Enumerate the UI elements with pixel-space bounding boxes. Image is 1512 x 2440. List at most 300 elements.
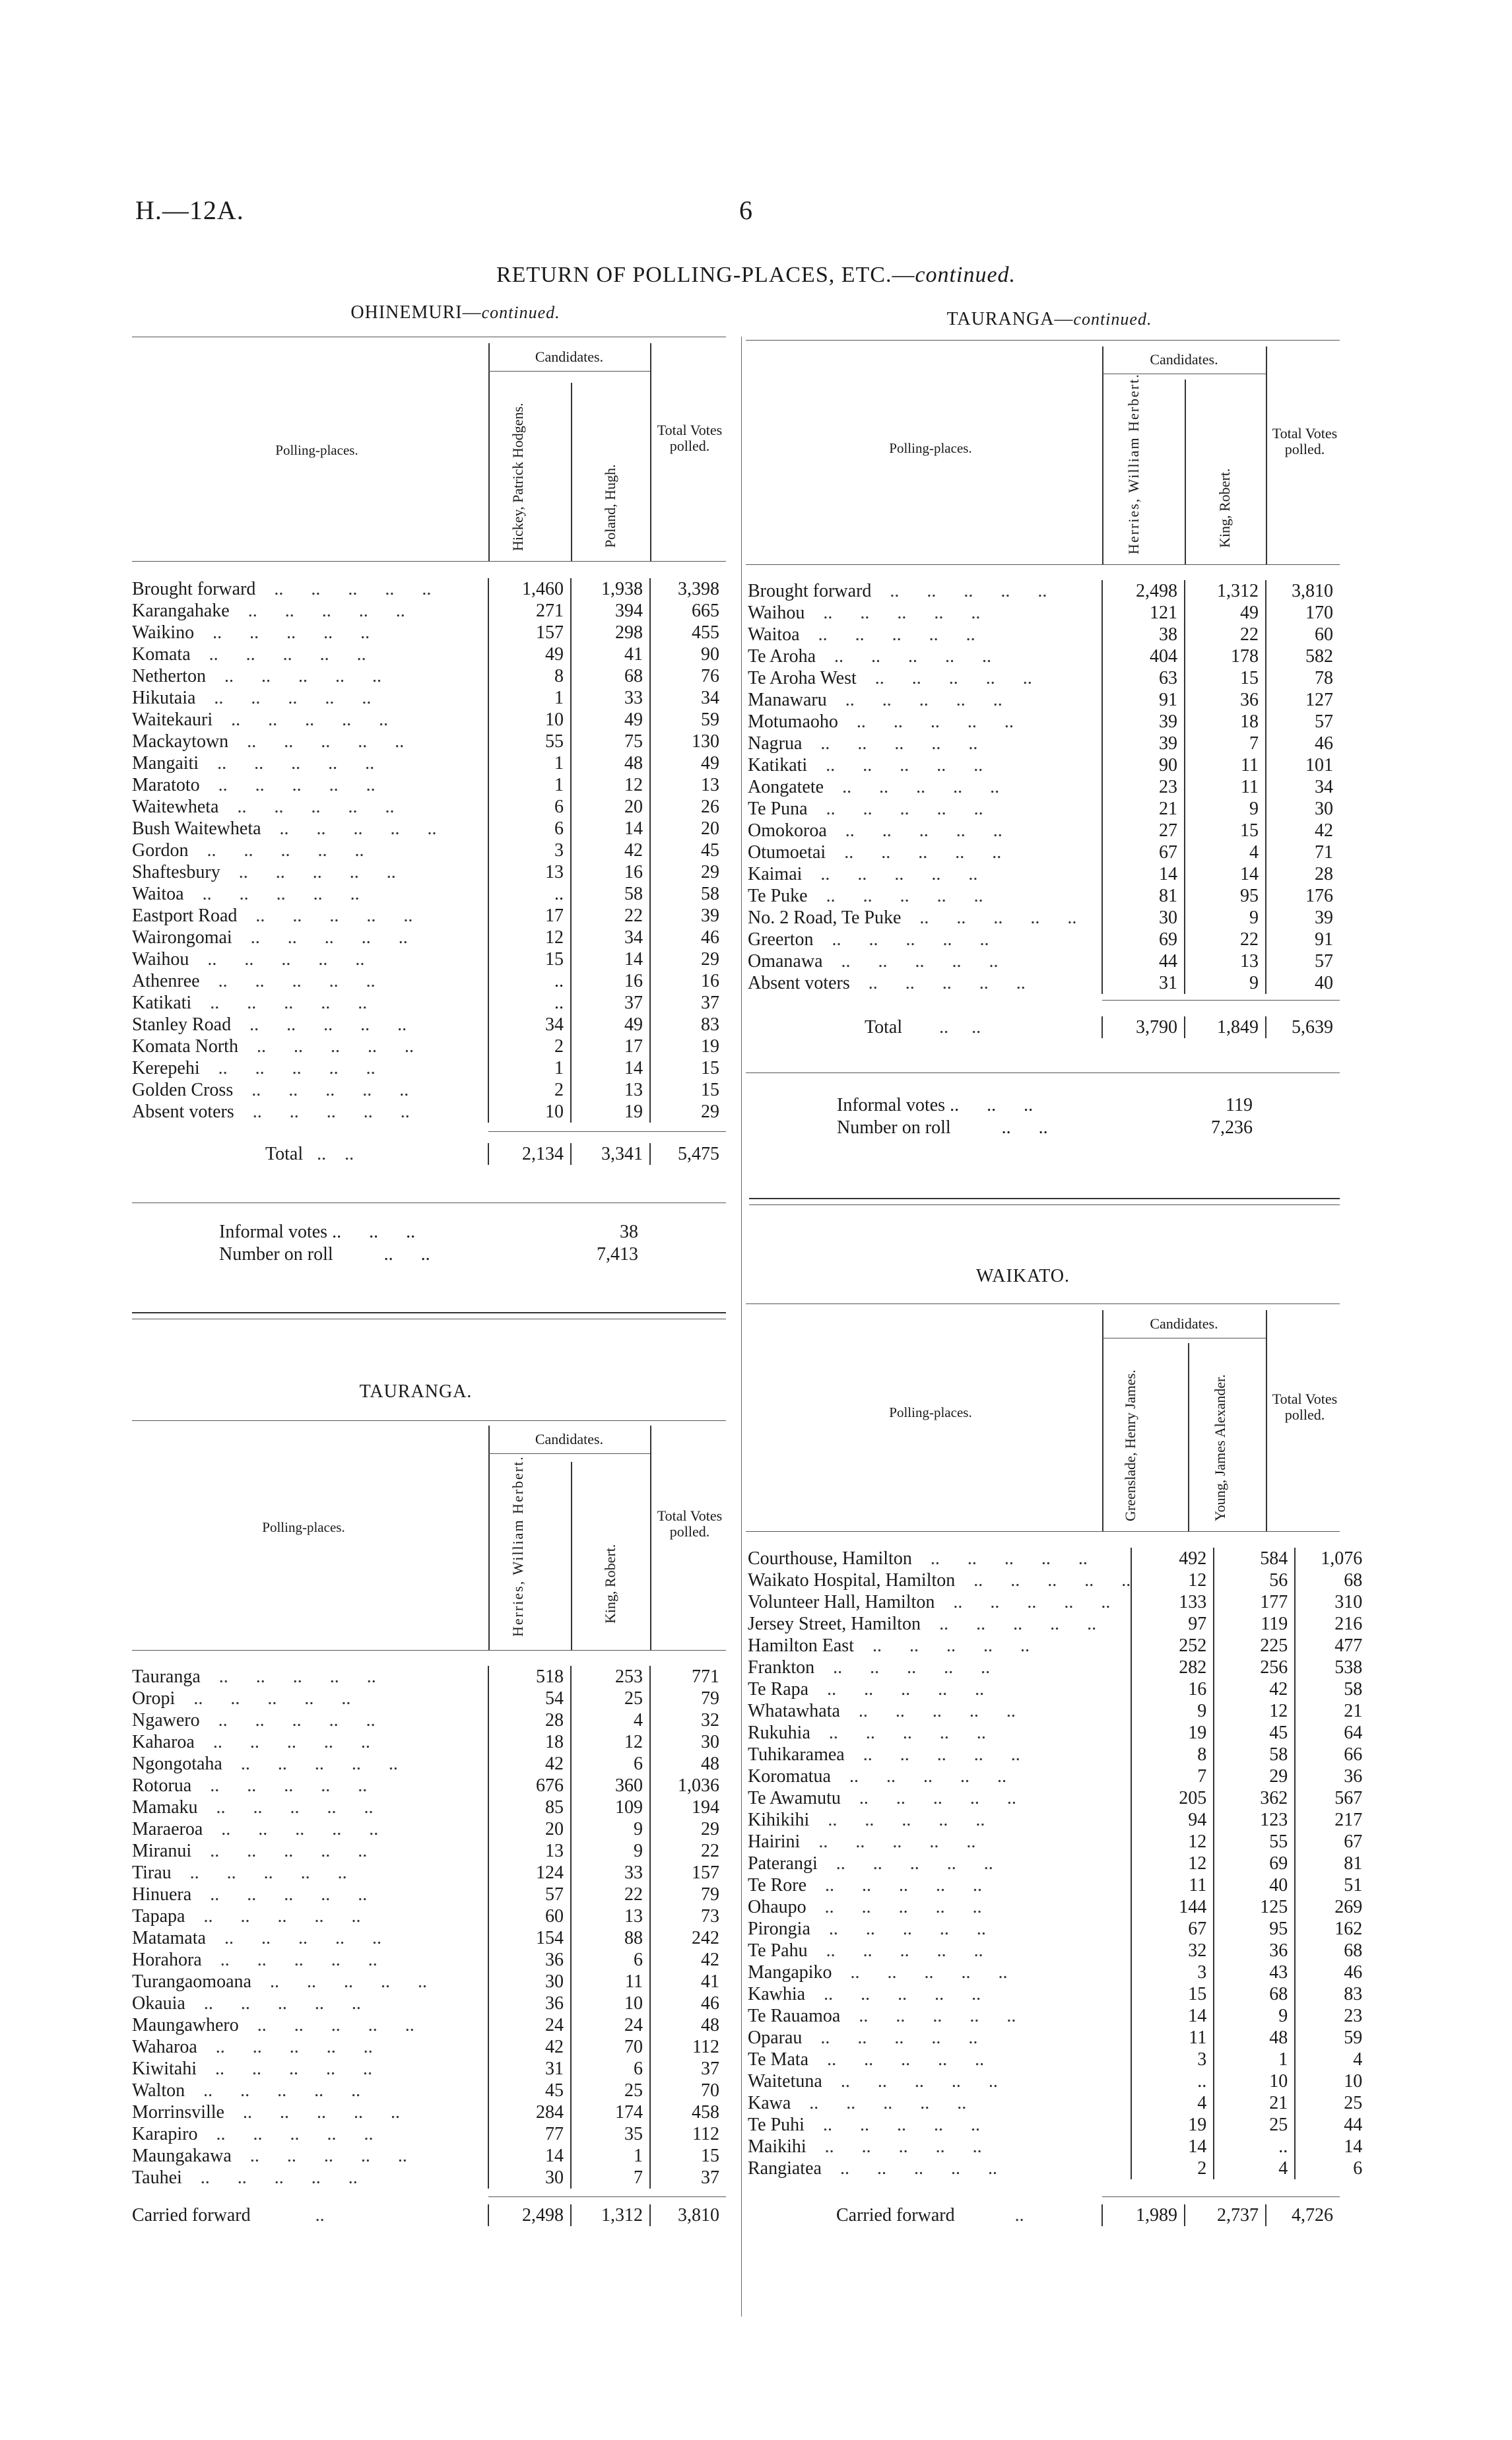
total-votes: 39 — [1266, 907, 1340, 929]
candidate2-votes: .. — [1214, 2136, 1295, 2158]
candidate1-votes: 91 — [1102, 689, 1185, 711]
polling-place: Morrinsville .. .. .. .. .. — [132, 2102, 400, 2123]
table-row — [127, 1905, 726, 1927]
total-votes: 90 — [650, 643, 726, 665]
polling-place: Rukuhia .. .. .. .. .. — [748, 1723, 986, 1743]
candidate2-votes: 1,312 — [1185, 580, 1266, 602]
table-row — [742, 863, 1340, 885]
polling-place: Golden Cross .. .. .. .. .. — [132, 1080, 409, 1100]
table-row — [742, 776, 1340, 798]
polling-place: Te Pahu .. .. .. .. .. — [748, 1940, 983, 1961]
polling-place: Tauhei .. .. .. .. .. — [132, 2167, 358, 2188]
polling-place: Waikato Hospital, Hamilton .. .. .. .. .. — [748, 1570, 1131, 1591]
tauranga-cont-col-candidate1: Herries, William Herbert. — [1125, 373, 1142, 554]
candidate2-votes: 9 — [1185, 972, 1266, 994]
candidate2-votes: 22 — [1185, 929, 1266, 950]
total-votes: 269 — [1295, 1896, 1369, 1918]
tauranga-carried-row — [127, 2204, 726, 2226]
candidate1-votes: .. — [1131, 2070, 1214, 2092]
candidate1-votes: 2,498 — [1102, 580, 1185, 602]
candidate1-votes: 55 — [488, 731, 571, 752]
candidate1-votes: 94 — [1131, 1809, 1214, 1831]
candidate1-votes: 144 — [1131, 1896, 1214, 1918]
polling-place: Nagrua .. .. .. .. .. — [748, 733, 978, 754]
table-row — [127, 1818, 726, 1840]
table-row — [127, 861, 726, 883]
tauranga-cont-total-label: Total .. .. — [865, 1017, 981, 1038]
polling-place: Tauranga .. .. .. .. .. — [132, 1666, 376, 1687]
total-votes: 57 — [1266, 711, 1340, 733]
candidate1-votes: 2 — [488, 1036, 571, 1057]
candidate1-votes: 30 — [488, 1971, 571, 1993]
table-row — [127, 774, 726, 796]
table-row — [742, 689, 1340, 711]
tauranga-cont-title: TAURANGA—continued. — [946, 309, 1152, 329]
candidate2-votes: 42 — [571, 840, 650, 861]
table-row — [127, 1666, 726, 1688]
ohinemuri-total-label: Total .. .. — [265, 1144, 354, 1164]
candidate1-votes: 10 — [488, 1101, 571, 1123]
total-votes: 67 — [1295, 1831, 1369, 1853]
table-row — [127, 1731, 726, 1753]
tauranga-carried-c1: 2,498 — [488, 2204, 571, 2226]
candidate2-votes: 6 — [571, 1753, 650, 1775]
total-votes: 59 — [650, 709, 726, 731]
candidate1-votes: 12 — [488, 927, 571, 948]
candidate1-votes: 16 — [1131, 1678, 1214, 1700]
table-row — [742, 1700, 1369, 1722]
polling-place: Maratoto .. .. .. .. .. — [132, 775, 376, 795]
total-votes: 6 — [1295, 2158, 1369, 2179]
waikato-col-candidate1: Greenslade, Henry James. — [1122, 1369, 1138, 1521]
candidate1-votes: 63 — [1102, 667, 1185, 689]
candidate2-votes: 49 — [571, 1014, 650, 1036]
polling-place: Courthouse, Hamilton .. .. .. .. .. — [748, 1548, 1088, 1569]
table-row — [742, 1613, 1369, 1635]
tauranga-carried-label: Carried forward .. — [132, 2205, 325, 2226]
candidate1-votes: 12 — [1131, 1831, 1214, 1853]
total-votes: 37 — [650, 992, 726, 1014]
table-row — [127, 905, 726, 927]
candidate1-votes: 42 — [488, 2036, 571, 2058]
total-votes: 73 — [650, 1905, 726, 1927]
polling-place: Miranui .. .. .. .. .. — [132, 1841, 368, 1861]
waikato-carried-label: Carried forward .. — [836, 2205, 1024, 2226]
candidate2-votes: 6 — [571, 2058, 650, 2080]
candidate2-votes: 9 — [1214, 2005, 1295, 2027]
candidate1-votes: 13 — [488, 1840, 571, 1862]
polling-place: Volunteer Hall, Hamilton .. .. .. .. .. — [748, 1592, 1111, 1612]
polling-place: Te Aroha .. .. .. .. .. — [748, 646, 992, 667]
tauranga-cont-total-c1: 3,790 — [1102, 1016, 1185, 1038]
table-row — [742, 1962, 1369, 1983]
polling-place: Bush Waitewheta .. .. .. .. .. — [132, 818, 437, 839]
polling-place: Kaharoa .. .. .. .. .. — [132, 1732, 370, 1752]
table-row — [127, 600, 726, 622]
table-row — [127, 2123, 726, 2145]
polling-place: Matamata .. .. .. .. .. — [132, 1928, 381, 1948]
candidate1-votes: 14 — [1131, 2136, 1214, 2158]
candidate1-votes: 14 — [488, 2145, 571, 2167]
total-votes: 23 — [1295, 2005, 1369, 2027]
tauranga-cont-table — [742, 580, 1340, 994]
table-row — [742, 754, 1340, 776]
waikato-title: WAIKATO. — [975, 1266, 1070, 1286]
table-row — [742, 2136, 1369, 2158]
total-votes: 28 — [1266, 863, 1340, 885]
table-row — [127, 1840, 726, 1862]
table-row — [127, 1927, 726, 1949]
candidate1-votes: 90 — [1102, 754, 1185, 776]
candidate2-votes: 394 — [571, 600, 650, 622]
ohinemuri-col-place: Polling-places. — [275, 442, 358, 458]
candidate2-votes: 4 — [1185, 841, 1266, 863]
waikato-candidates-label: Candidates. — [1150, 1315, 1218, 1332]
table-row — [742, 841, 1340, 863]
candidate2-votes: 4 — [571, 1709, 650, 1731]
tauranga-cont-informal-value: 119 — [1226, 1095, 1253, 1115]
table-row — [742, 929, 1340, 950]
candidate2-votes: 19 — [571, 1101, 650, 1123]
candidate1-votes: 39 — [1102, 733, 1185, 754]
total-votes: 130 — [650, 731, 726, 752]
total-votes: 19 — [650, 1036, 726, 1057]
polling-place: No. 2 Road, Te Puke .. .. .. .. .. — [748, 907, 1077, 928]
polling-place: Hairini .. .. .. .. .. — [748, 1831, 976, 1852]
total-votes: 310 — [1295, 1591, 1369, 1613]
table-row — [127, 927, 726, 948]
candidate2-votes: 1 — [571, 2145, 650, 2167]
candidate2-votes: 55 — [1214, 1831, 1295, 1853]
table-row — [742, 2092, 1369, 2114]
candidate2-votes: 12 — [1214, 1700, 1295, 1722]
table-row — [127, 2101, 726, 2123]
candidate1-votes: 30 — [488, 2167, 571, 2189]
candidate1-votes: 12 — [1131, 1569, 1214, 1591]
candidate1-votes: 15 — [1131, 1983, 1214, 2005]
table-row — [742, 1657, 1369, 1678]
candidate1-votes: 3 — [1131, 2049, 1214, 2070]
candidate1-votes: 24 — [488, 2014, 571, 2036]
table-row — [127, 2014, 726, 2036]
table-row — [742, 2114, 1369, 2136]
candidate2-votes: 119 — [1214, 1613, 1295, 1635]
candidate2-votes: 33 — [571, 687, 650, 709]
total-votes: 34 — [1266, 776, 1340, 798]
polling-place: Omokoroa .. .. .. .. .. — [748, 820, 1003, 841]
polling-place: Athenree .. .. .. .. .. — [132, 971, 376, 991]
polling-place: Ohaupo .. .. .. .. .. — [748, 1897, 982, 1917]
total-votes: 455 — [650, 622, 726, 643]
table-row — [127, 578, 726, 600]
total-votes: 22 — [650, 1840, 726, 1862]
total-votes: 3,398 — [650, 578, 726, 600]
candidate2-votes: 20 — [571, 796, 650, 818]
candidate1-votes: 42 — [488, 1753, 571, 1775]
candidate1-votes: 36 — [488, 1993, 571, 2014]
total-votes: 458 — [650, 2101, 726, 2123]
total-votes: 567 — [1295, 1787, 1369, 1809]
total-votes: 59 — [1295, 2027, 1369, 2049]
tauranga-cont-total-row — [742, 1016, 1340, 1038]
polling-place: Komata .. .. .. .. .. — [132, 644, 366, 665]
candidate1-votes: .. — [488, 992, 571, 1014]
polling-place: Tapapa .. .. .. .. .. — [132, 1906, 361, 1927]
waikato-col-place: Polling-places. — [889, 1404, 972, 1420]
candidate1-votes: 7 — [1131, 1765, 1214, 1787]
candidate1-votes: 20 — [488, 1818, 571, 1840]
total-votes: 81 — [1295, 1853, 1369, 1874]
candidate1-votes: 45 — [488, 2080, 571, 2101]
polling-place: Maungawhero .. .. .. .. .. — [132, 2015, 414, 2035]
table-row — [742, 733, 1340, 754]
candidate1-votes: 404 — [1102, 645, 1185, 667]
total-votes: 162 — [1295, 1918, 1369, 1940]
table-row — [127, 818, 726, 840]
total-votes: 51 — [1295, 1874, 1369, 1896]
polling-place: Hamilton East .. .. .. .. .. — [748, 1635, 1030, 1656]
candidate2-votes: 4 — [1214, 2158, 1295, 2179]
polling-place: Waitekauri .. .. .. .. .. — [132, 709, 389, 730]
polling-place: Netherton .. .. .. .. .. — [132, 666, 381, 686]
table-row — [742, 972, 1340, 994]
waikato-carried-total: 4,726 — [1266, 2204, 1340, 2226]
total-votes: 176 — [1266, 885, 1340, 907]
total-votes: 48 — [650, 2014, 726, 2036]
candidate1-votes: 2 — [1131, 2158, 1214, 2179]
candidate2-votes: 14 — [571, 948, 650, 970]
candidate2-votes: 12 — [571, 774, 650, 796]
polling-place: Pirongia .. .. .. .. .. — [748, 1919, 986, 1939]
candidate1-votes: 15 — [488, 948, 571, 970]
candidate1-votes: 6 — [488, 796, 571, 818]
polling-place: Koromatua .. .. .. .. .. — [748, 1766, 1006, 1787]
table-row — [127, 1862, 726, 1884]
polling-place: Maungakawa .. .. .. .. .. — [132, 2146, 407, 2166]
polling-place: Mamaku .. .. .. .. .. — [132, 1797, 374, 1818]
table-row — [127, 1079, 726, 1101]
candidate1-votes: 69 — [1102, 929, 1185, 950]
polling-place: Waitoa .. .. .. .. .. — [748, 624, 975, 645]
candidate1-votes: 282 — [1131, 1657, 1214, 1678]
total-votes: 64 — [1295, 1722, 1369, 1744]
polling-place: Tirau .. .. .. .. .. — [132, 1863, 347, 1883]
ohinemuri-roll-value: 7,413 — [597, 1244, 638, 1265]
polling-place: Te Aroha West .. .. .. .. .. — [748, 668, 1032, 688]
total-votes: 68 — [1295, 1569, 1369, 1591]
page-number: 6 — [739, 195, 752, 225]
polling-place: Eastport Road .. .. .. .. .. — [132, 906, 413, 926]
table-row — [742, 1831, 1369, 1853]
table-row — [742, 624, 1340, 645]
polling-place: Absent voters .. .. .. .. .. — [132, 1102, 410, 1122]
candidate2-votes: 10 — [571, 1993, 650, 2014]
waikato-col-candidate2: Young, James Alexander. — [1212, 1374, 1228, 1521]
polling-place: Shaftesbury .. .. .. .. .. — [132, 862, 396, 882]
candidate2-votes: 13 — [1185, 950, 1266, 972]
table-row — [127, 2145, 726, 2167]
total-votes: 582 — [1266, 645, 1340, 667]
candidate2-votes: 41 — [571, 643, 650, 665]
candidate1-votes: 49 — [488, 643, 571, 665]
candidate1-votes: 284 — [488, 2101, 571, 2123]
candidate2-votes: 35 — [571, 2123, 650, 2145]
polling-place: Te Puhi .. .. .. .. .. — [748, 2115, 980, 2135]
total-votes: 39 — [650, 905, 726, 927]
candidate2-votes: 16 — [571, 861, 650, 883]
candidate2-votes: 37 — [571, 992, 650, 1014]
polling-place: Waihou .. .. .. .. .. — [748, 603, 981, 623]
polling-place: Karangahake .. .. .. .. .. — [132, 601, 405, 621]
candidate1-votes: 60 — [488, 1905, 571, 1927]
table-row — [127, 883, 726, 905]
total-votes: 14 — [1295, 2136, 1369, 2158]
polling-place: Otumoetai .. .. .. .. .. — [748, 842, 1002, 863]
total-votes: 79 — [650, 1884, 726, 1905]
total-votes: 157 — [650, 1862, 726, 1884]
table-row — [127, 1971, 726, 1993]
polling-place: Walton .. .. .. .. .. — [132, 2080, 361, 2101]
candidate2-votes: 36 — [1214, 1940, 1295, 1962]
total-votes: 16 — [650, 970, 726, 992]
candidate2-votes: 68 — [571, 665, 650, 687]
table-row — [127, 709, 726, 731]
total-votes: 66 — [1295, 1744, 1369, 1765]
total-votes: 46 — [650, 927, 726, 948]
polling-place: Absent voters .. .. .. .. .. — [748, 973, 1026, 993]
table-row — [127, 840, 726, 861]
candidate2-votes: 58 — [1214, 1744, 1295, 1765]
polling-place: Oropi .. .. .. .. .. — [132, 1688, 351, 1709]
total-votes: 46 — [1266, 733, 1340, 754]
polling-place: Waikino .. .. .. .. .. — [132, 622, 370, 643]
total-votes: 42 — [1266, 820, 1340, 841]
candidate1-votes: 85 — [488, 1797, 571, 1818]
candidate1-votes: 11 — [1131, 2027, 1214, 2049]
table-row — [742, 1940, 1369, 1962]
candidate2-votes: 109 — [571, 1797, 650, 1818]
polling-place: Brought forward .. .. .. .. .. — [132, 579, 432, 599]
candidate1-votes: 205 — [1131, 1787, 1214, 1809]
candidate1-votes: 77 — [488, 2123, 571, 2145]
total-votes: 40 — [1266, 972, 1340, 994]
table-row — [127, 1057, 726, 1079]
table-row — [742, 602, 1340, 624]
total-votes: 37 — [650, 2167, 726, 2189]
ohinemuri-total-row — [127, 1143, 726, 1165]
table-row — [127, 1797, 726, 1818]
candidate2-votes: 17 — [571, 1036, 650, 1057]
total-votes: 1,076 — [1295, 1548, 1369, 1569]
total-votes: 76 — [650, 665, 726, 687]
candidate1-votes: .. — [488, 883, 571, 905]
polling-place: Manawaru .. .. .. .. .. — [748, 690, 1003, 710]
total-votes: 13 — [650, 774, 726, 796]
polling-place: Turangaomoana .. .. .. .. .. — [132, 1971, 427, 1992]
candidate2-votes: 15 — [1185, 667, 1266, 689]
total-votes: 127 — [1266, 689, 1340, 711]
polling-place: Paterangi .. .. .. .. .. — [748, 1853, 993, 1874]
tauranga-cont-total-c2: 1,849 — [1185, 1016, 1266, 1038]
candidate2-votes: 9 — [1185, 798, 1266, 820]
tauranga-title: TAURANGA. — [359, 1381, 473, 1402]
table-row — [742, 1853, 1369, 1874]
total-votes: 83 — [650, 1014, 726, 1036]
candidate2-votes: 45 — [1214, 1722, 1295, 1744]
ohinemuri-total-c2: 3,341 — [571, 1143, 650, 1165]
tauranga-candidates-label: Candidates. — [535, 1431, 604, 1447]
candidate1-votes: 27 — [1102, 820, 1185, 841]
document-code: H.—12A. — [135, 195, 244, 225]
candidate2-votes: 43 — [1214, 1962, 1295, 1983]
candidate1-votes: 57 — [488, 1884, 571, 1905]
table-row — [127, 731, 726, 752]
candidate1-votes: .. — [488, 970, 571, 992]
candidate1-votes: 17 — [488, 905, 571, 927]
total-votes: 48 — [650, 1753, 726, 1775]
polling-place: Aongatete .. .. .. .. .. — [748, 777, 1000, 797]
tauranga-cont-roll-value: 7,236 — [1211, 1117, 1253, 1138]
table-row — [127, 643, 726, 665]
candidate2-votes: 9 — [571, 1818, 650, 1840]
table-row — [742, 711, 1340, 733]
polling-place: Gordon .. .. .. .. .. — [132, 840, 364, 861]
total-votes: 15 — [650, 1057, 726, 1079]
total-votes: 41 — [650, 1971, 726, 1993]
candidate1-votes: 12 — [1131, 1853, 1214, 1874]
total-votes: 30 — [1266, 798, 1340, 820]
table-row — [127, 752, 726, 774]
total-votes: 20 — [650, 818, 726, 840]
candidate1-votes: 18 — [488, 1731, 571, 1753]
candidate1-votes: 4 — [1131, 2092, 1214, 2114]
candidate1-votes: 36 — [488, 1949, 571, 1971]
candidate2-votes: 56 — [1214, 1569, 1295, 1591]
ohinemuri-col-candidate1: Hickey, Patrick Hodgens. — [509, 403, 526, 551]
candidate2-votes: 21 — [1214, 2092, 1295, 2114]
candidate1-votes: 30 — [1102, 907, 1185, 929]
candidate2-votes: 174 — [571, 2101, 650, 2123]
total-votes: 71 — [1266, 841, 1340, 863]
table-row — [742, 645, 1340, 667]
total-votes: 36 — [1295, 1765, 1369, 1787]
ohinemuri-title: OHINEMURI—continued. — [350, 302, 560, 323]
ohinemuri-informal-value: 38 — [620, 1222, 638, 1242]
candidate1-votes: 154 — [488, 1927, 571, 1949]
table-row — [742, 1678, 1369, 1700]
ohinemuri-total-total: 5,475 — [650, 1143, 726, 1165]
total-votes: 29 — [650, 1818, 726, 1840]
polling-place: Te Puna .. .. .. .. .. — [748, 799, 983, 819]
tauranga-cont-col-place: Polling-places. — [889, 440, 972, 456]
total-votes: 32 — [650, 1709, 726, 1731]
tauranga-table — [127, 1666, 726, 2189]
candidate2-votes: 362 — [1214, 1787, 1295, 1809]
candidate2-votes: 25 — [571, 2080, 650, 2101]
candidate1-votes: 1,460 — [488, 578, 571, 600]
polling-place: Omanawa .. .. .. .. .. — [748, 951, 999, 972]
table-row — [127, 665, 726, 687]
table-row — [127, 1949, 726, 1971]
candidate2-votes: 36 — [1185, 689, 1266, 711]
polling-place: Katikati .. .. .. .. .. — [132, 993, 368, 1013]
table-row — [742, 1787, 1369, 1809]
candidate2-votes: 58 — [571, 883, 650, 905]
total-votes: 194 — [650, 1797, 726, 1818]
waikato-carried-c2: 2,737 — [1185, 2204, 1266, 2226]
candidate1-votes: 2 — [488, 1079, 571, 1101]
polling-place: Te Rore .. .. .. .. .. — [748, 1875, 983, 1896]
